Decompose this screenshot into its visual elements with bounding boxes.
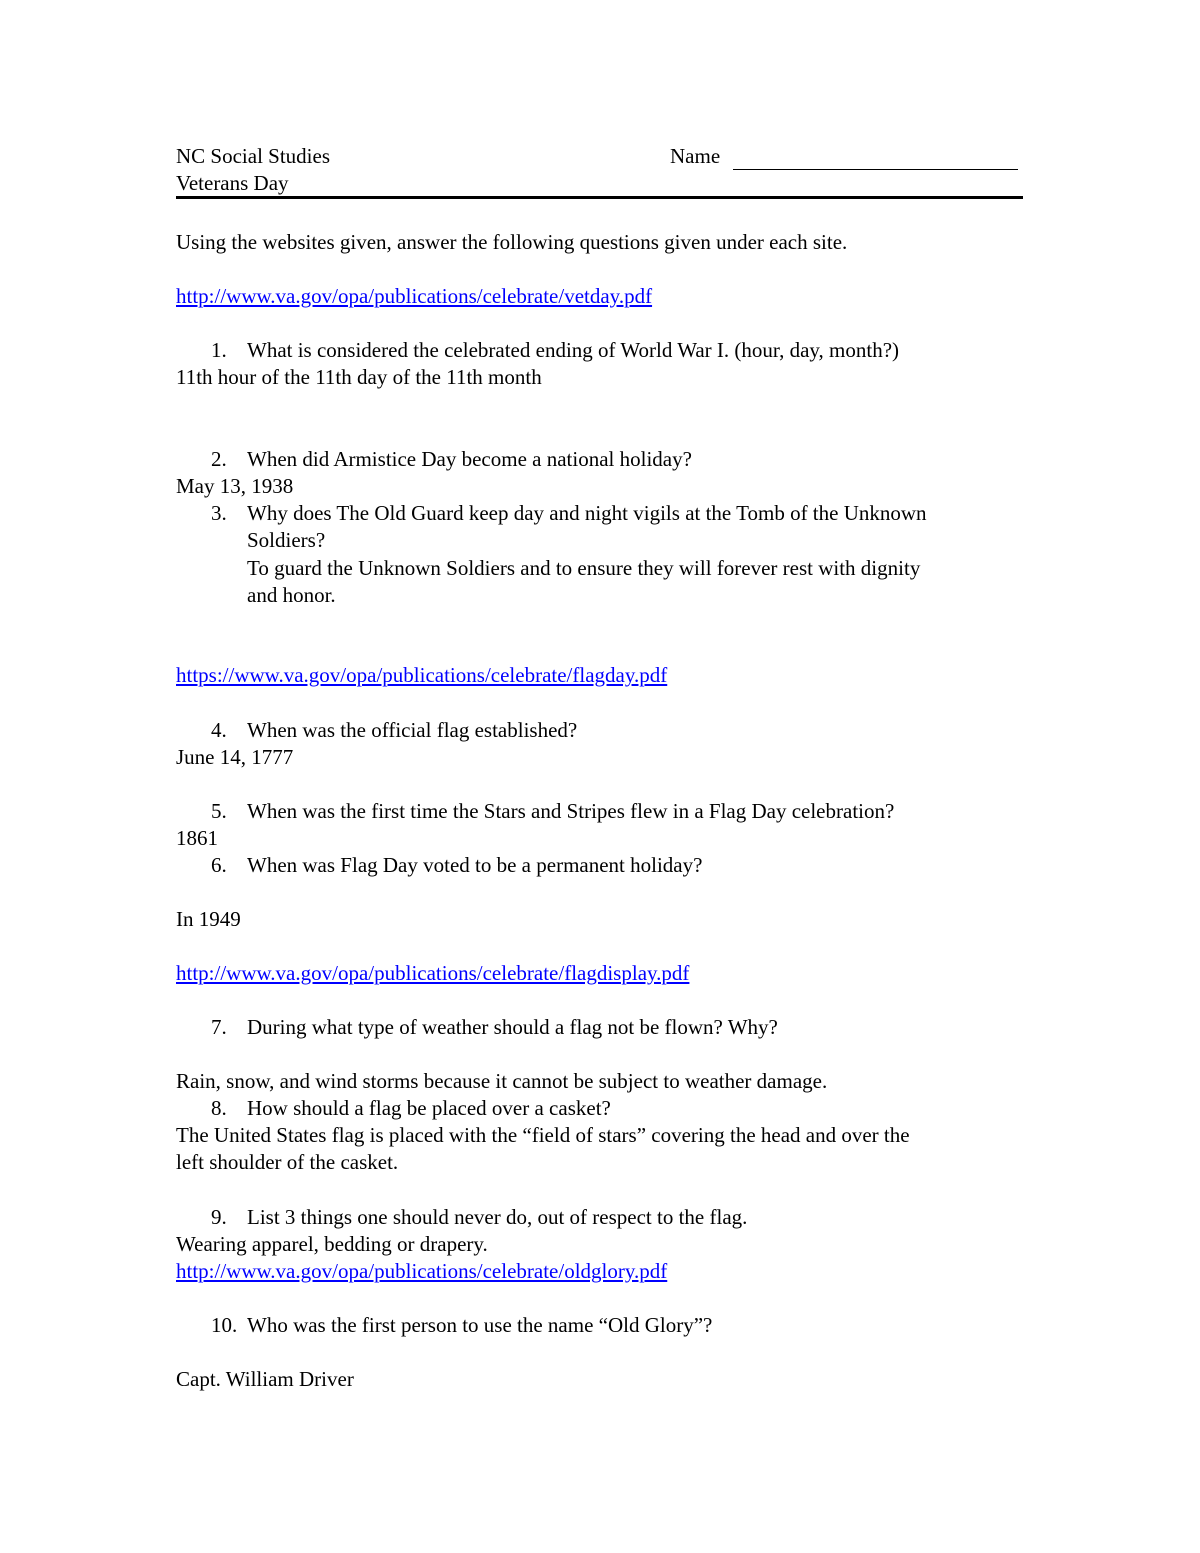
answer-text: To guard the Unknown Soldiers and to ensure they will forever rest with dignity xyxy=(247,556,921,580)
question-text: During what type of weather should a flag not be flown? Why? xyxy=(247,1015,778,1039)
answer-text: Rain, snow, and wind storms because it cannot be subject to weather damage. xyxy=(176,1069,828,1093)
question-number: 3. xyxy=(211,501,227,525)
name-label: Name xyxy=(670,144,721,168)
question-text: Why does The Old Guard keep day and night vigils at the Tomb of the Unknown xyxy=(247,501,927,525)
question-number: 2. xyxy=(211,447,227,471)
question-number: 7. xyxy=(211,1015,227,1039)
question-text: Soldiers? xyxy=(247,528,326,552)
answer-text: June 14, 1777 xyxy=(176,745,294,769)
question-text: When was the first time the Stars and Stripes flew in a Flag Day celebration? xyxy=(247,799,895,823)
question-number: 6. xyxy=(211,853,227,877)
answer-text: 1861 xyxy=(176,826,218,850)
answer-text: and honor. xyxy=(247,583,336,607)
question-number: 9. xyxy=(211,1205,227,1229)
question-text: What is considered the celebrated ending of World War I. (hour, day, month?) xyxy=(247,338,900,362)
flagdisplay-link[interactable]: http://www.va.gov/opa/publications/celebrate/flagdisplay.pdf xyxy=(176,961,690,985)
question-number: 4. xyxy=(211,718,227,742)
question-text: How should a flag be placed over a casket? xyxy=(247,1096,611,1120)
question-text: When did Armistice Day become a national holiday? xyxy=(247,447,692,471)
worksheet-topic: Veterans Day xyxy=(176,171,289,195)
header-divider xyxy=(176,196,1023,199)
course-title: NC Social Studies xyxy=(176,144,331,168)
answer-text: May 13, 1938 xyxy=(176,474,294,498)
question-text: When was Flag Day voted to be a permanent holiday? xyxy=(247,853,703,877)
answer-text: The United States flag is placed with the “field of stars” covering the head and over the xyxy=(176,1123,910,1147)
answer-text: left shoulder of the casket. xyxy=(176,1150,399,1174)
answer-text: Wearing apparel, bedding or drapery. xyxy=(176,1232,488,1256)
vetday-link[interactable]: http://www.va.gov/opa/publications/celebrate/vetday.pdf xyxy=(176,284,653,308)
answer-text: In 1949 xyxy=(176,907,241,931)
oldglory-link[interactable]: http://www.va.gov/opa/publications/celebrate/oldglory.pdf xyxy=(176,1259,668,1283)
question-text: Who was the first person to use the name “Old Glory”? xyxy=(247,1313,713,1337)
flagday-link[interactable]: https://www.va.gov/opa/publications/celebrate/flagday.pdf xyxy=(176,663,668,687)
answer-text: 11th hour of the 11th day of the 11th month xyxy=(176,365,542,389)
answer-text: Capt. William Driver xyxy=(176,1367,354,1391)
question-text: List 3 things one should never do, out of respect to the flag. xyxy=(247,1205,748,1229)
instructions: Using the websites given, answer the following questions given under each site. xyxy=(176,230,848,254)
name-blank-line[interactable] xyxy=(733,169,1018,170)
question-number: 1. xyxy=(211,338,227,362)
question-number: 8. xyxy=(211,1096,227,1120)
question-text: When was the official flag established? xyxy=(247,718,578,742)
question-number: 10. xyxy=(211,1313,238,1337)
question-number: 5. xyxy=(211,799,227,823)
